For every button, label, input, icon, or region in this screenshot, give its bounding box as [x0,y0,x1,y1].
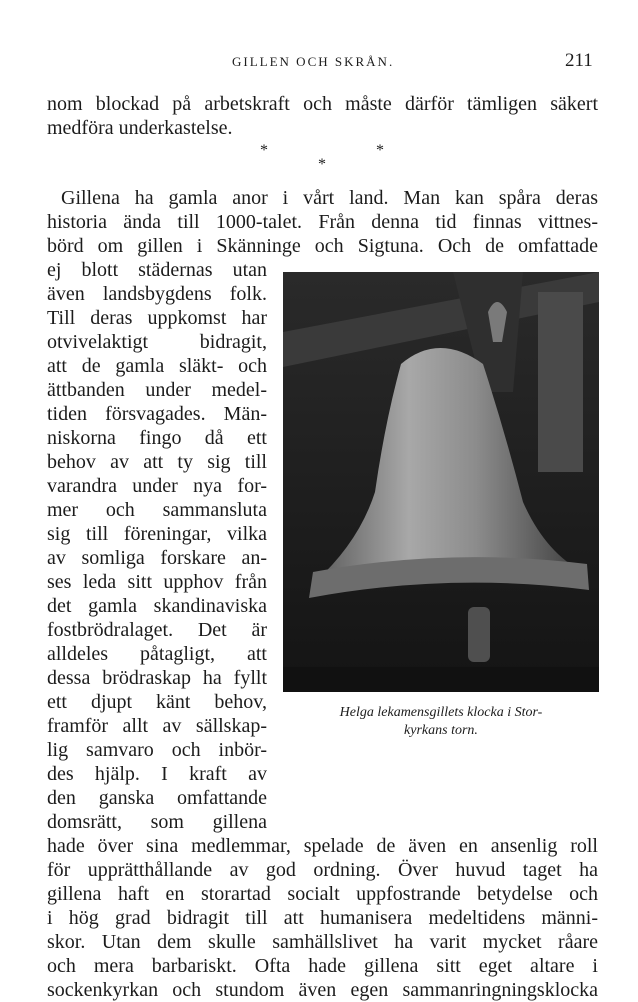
text-line: domsrätt, som gillena [47,811,267,833]
text-line: Till deras uppkomst har [47,307,267,329]
text-line: otvivelaktigt bidragit, [47,331,267,353]
text-line: mer och sammansluta [47,499,267,521]
text-line: att de gamla släkt- och [47,355,267,377]
running-head [0,50,638,74]
figure-caption [283,704,599,740]
section-separator-star: * [260,142,268,159]
text-line: historia ända till 1000-talet. Från denna tid finnas vittnes- [47,211,598,233]
text-line: av somliga forskare an- [47,547,267,569]
text-line: för upprätthållande av god ordning. Över huvud taget ha [47,859,598,881]
section-separator-star: * [318,156,326,173]
text-line: ättbanden under medel- [47,379,267,401]
text-line: tiden försvagades. Män- [47,403,267,425]
text-line: des hjälp. I kraft av [47,763,267,785]
text-line: varandra under nya for- [47,475,267,497]
text-line: gillena haft en storartad socialt uppfostrande betydelse och [47,883,598,905]
bell-clapper [468,607,490,662]
text-line: nom blockad på arbetskraft och måste därför tämligen säkert [47,93,598,115]
text-line: ett djupt känt behov, [47,691,267,713]
text-line: börd om gillen i Skänninge och Sigtuna. Och de omfattade [47,235,598,257]
text-line: i hög grad bidragit till att humanisera medeltidens männi- [47,907,598,929]
bell-illustration [283,272,599,692]
caption-line: Helga lekamensgillets klocka i Stor- [339,705,543,720]
text-line: Gillena ha gamla anor i vårt land. Man kan spåra deras [61,187,598,209]
section-separator-star: * [376,142,384,159]
text-line: ej blott städernas utan [47,259,267,281]
text-line: och mera barbariskt. Ofta hade gillena sitt eget altare i [47,955,598,977]
caption-line: kyrkans torn. [404,723,478,738]
text-line: skor. Utan dem skulle samhällslivet ha varit mycket råare [47,931,598,953]
text-line: sig till föreningar, vilka [47,523,267,545]
text-line: sockenkyrkan och stundom även egen sammanringningsklocka [47,979,598,1001]
text-line: behov av att ty sig till [47,451,267,473]
page-number: 211 [565,50,593,71]
text-line: fostbrödralaget. Det är [47,619,267,641]
text-line: det gamla skandinaviska [47,595,267,617]
text-line: även landsbygdens folk. [47,283,267,305]
text-line: alldeles påtagligt, att [47,643,267,665]
text-line: hade över sina medlemmar, spelade de även en ansenlig roll [47,835,598,857]
text-line: medföra underkastelse. [47,117,233,139]
text-line: ses leda sitt upphov från [47,571,267,593]
text-line: framför allt av sällskap- [47,715,267,737]
text-line: den ganska omfattande [47,787,267,809]
running-title: GILLEN OCH SKRÅN. [232,54,395,69]
text-line: lig samvaro och inbör- [47,739,267,761]
bell-photograph [283,272,599,692]
text-line: dessa brödraskap ha fyllt [47,667,267,689]
text-line: niskorna fingo då ett [47,427,267,449]
